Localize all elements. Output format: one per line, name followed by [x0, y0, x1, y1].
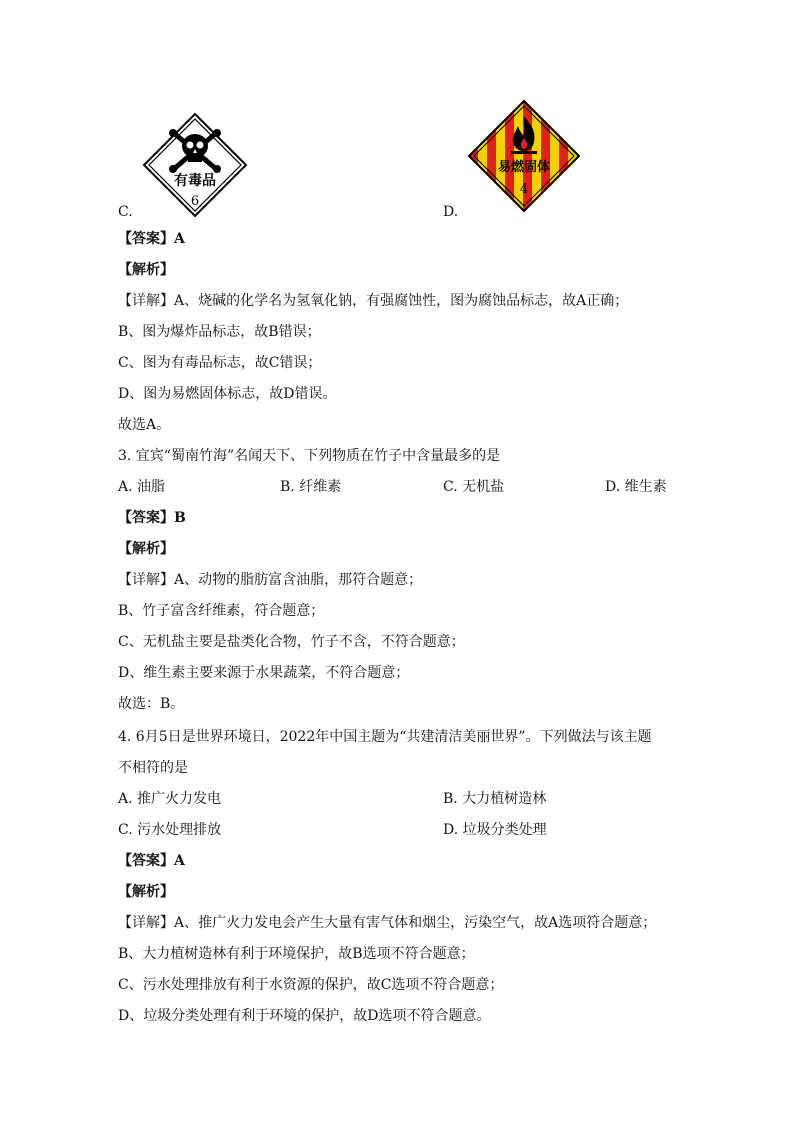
- flammable-sign-text: 易燃固体: [497, 160, 551, 175]
- q4-option-d: D. 垃圾分类处理: [443, 822, 547, 838]
- q4-option-c: C. 污水处理排放: [118, 822, 222, 838]
- q4-explanation-line: D、垃圾分类处理有利于环境的保护，故D选项不符合题意。: [118, 1008, 491, 1024]
- toxic-sign-text: 有毒品: [174, 173, 216, 189]
- q3-explanation-line: 【详解】A、动物的脂肪富含油脂，那符合题意；: [118, 572, 423, 588]
- q3-explanation-line: C、无机盐主要是盐类化合物，竹子不含，不符合题意；: [118, 634, 465, 650]
- q2-conclusion: 故选A。: [118, 417, 171, 433]
- flammable-solid-sign: [466, 98, 582, 214]
- toxic-sign: [142, 112, 248, 218]
- q4-stem-line2: 不相符的是: [118, 760, 188, 776]
- q3-option-a: A. 油脂: [118, 479, 166, 495]
- figure-c-label: C.: [118, 204, 133, 220]
- q4-answer: 【答案】A: [118, 853, 185, 869]
- q3-stem: 3. 宜宾“蜀南竹海”名闻天下、下列物质在竹子中含量最多的是: [118, 448, 501, 464]
- q2-explanation-line: D、图为易燃固体标志，故D错误。: [118, 386, 337, 402]
- q2-answer: 【答案】A: [118, 231, 185, 247]
- flammable-sign-number: 4: [519, 182, 529, 197]
- q3-explanation-line: D、维生素主要来源于水果蔬菜，不符合题意；: [118, 665, 410, 681]
- q4-stem-line1: 4. 6月5日是世界环境日，2022年中国主题为“共建清洁美丽世界”。下列做法与该主题: [118, 729, 652, 745]
- figure-d-label: D.: [443, 204, 459, 220]
- q3-option-c: C. 无机盐: [443, 479, 505, 495]
- q2-explanation-line: B、图为爆炸品标志，故B错误；: [118, 324, 321, 340]
- q2-analysis-heading: 【解析】: [118, 262, 174, 278]
- q2-explanation-line: 【详解】A、烧碱的化学名为氢氧化钠，有强腐蚀性，图为腐蚀品标志，故A正确；: [118, 293, 629, 309]
- q3-conclusion: 故选：B。: [118, 696, 185, 712]
- q3-explanation-line: B、竹子富含纤维素，符合题意；: [118, 603, 325, 619]
- q4-option-b: B. 大力植树造林: [443, 791, 547, 807]
- q4-explanation-line: B、大力植树造林有利于环境保护，故B选项不符合题意；: [118, 946, 475, 962]
- q3-answer: 【答案】B: [118, 510, 186, 526]
- q4-option-a: A. 推广火力发电: [118, 791, 222, 807]
- q4-explanation-line: C、污水处理排放有利于水资源的保护，故C选项不符合题意；: [118, 977, 504, 993]
- q4-analysis-heading: 【解析】: [118, 884, 174, 900]
- q4-explanation-line: 【详解】A、推广火力发电会产生大量有害气体和烟尘，污染空气，故A选项符合题意；: [118, 915, 657, 931]
- q2-explanation-line: C、图为有毒品标志，故C错误；: [118, 355, 322, 371]
- q3-option-d: D. 维生素: [605, 479, 667, 495]
- q3-option-b: B. 纤维素: [280, 479, 342, 495]
- q3-analysis-heading: 【解析】: [118, 541, 174, 557]
- toxic-sign-number: 6: [190, 194, 200, 209]
